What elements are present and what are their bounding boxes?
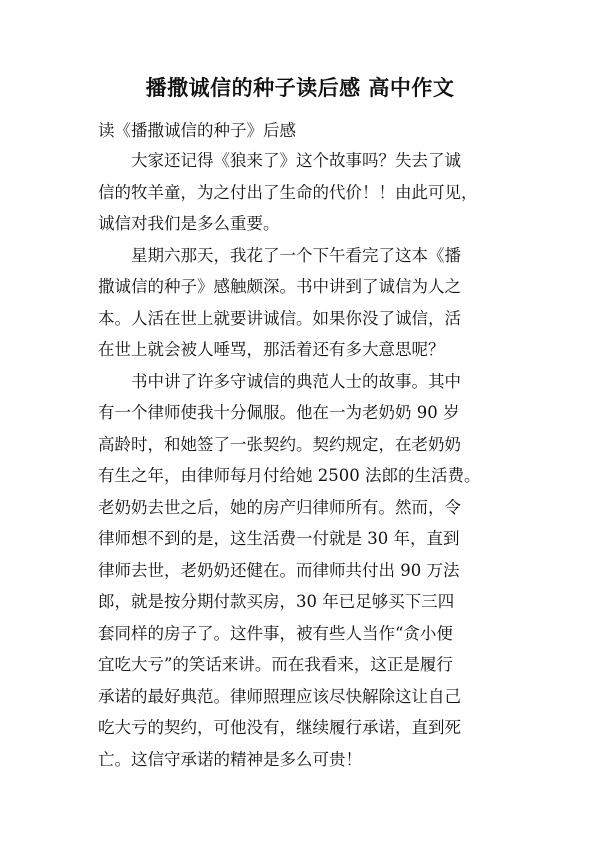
- body-line: 本。人活在世上就要讲诚信。如果你没了诚信，活: [98, 308, 461, 328]
- body-line: 诚信对我们是多么重要。: [98, 214, 280, 233]
- body-line: 信的牧羊童，为之付出了生命的代价！！由此可见，: [98, 182, 478, 202]
- body-line: 在世上就会被人唾骂，那活着还有多大意思呢？: [98, 340, 445, 359]
- body-line: 大家还记得《狼来了》这个故事吗？失去了诚: [98, 151, 461, 170]
- page-title: 播撒诚信的种子读后感 高中作文: [145, 76, 455, 100]
- body-line: 有一个律师使我十分佩服。他在一为老奶奶 90 岁: [98, 403, 460, 422]
- body-line: 律师去世，老奶奶还健在。而律师共付出 90 万法: [98, 560, 460, 580]
- body-line: 承诺的最好典范。律师照理应该尽快解除这让自己: [98, 686, 461, 706]
- body-line: 郎，就是按分期付款买房，30 年已足够买下三四: [98, 592, 455, 611]
- article-body: [98, 145, 528, 775]
- body-line: 宜吃大亏”的笑话来讲。而在我看来，这正是履行: [98, 655, 453, 674]
- body-line: 书中讲了许多守诚信的典范人士的故事。其中: [98, 371, 461, 391]
- body-line: 高龄时，和她签了一张契约。契约规定，在老奶奶: [98, 434, 461, 454]
- body-line: 律师想不到的是，这生活费一付就是 30 年，直到: [98, 529, 460, 548]
- body-line: 套同样的房子了。这件事，被有些人当作“贪小便: [98, 623, 453, 643]
- body-line: 星期六那天，我花了一个下午看完了这本《播: [98, 245, 461, 265]
- body-line: 老奶奶去世之后，她的房产归律师所有。然而，令: [98, 497, 461, 517]
- body-line: 吃大亏的契约，可他没有，继续履行承诺，直到死: [98, 718, 461, 737]
- body-line: 亡。这信守承诺的精神是多么可贵！: [98, 749, 362, 769]
- body-line: 有生之年，由律师每月付给她 2500 法郎的生活费。: [98, 466, 481, 485]
- body-line: 撒诚信的种子》感触颇深。书中讲到了诚信为人之: [98, 277, 461, 296]
- article-subtitle: 读《播撒诚信的种子》后感: [98, 121, 296, 140]
